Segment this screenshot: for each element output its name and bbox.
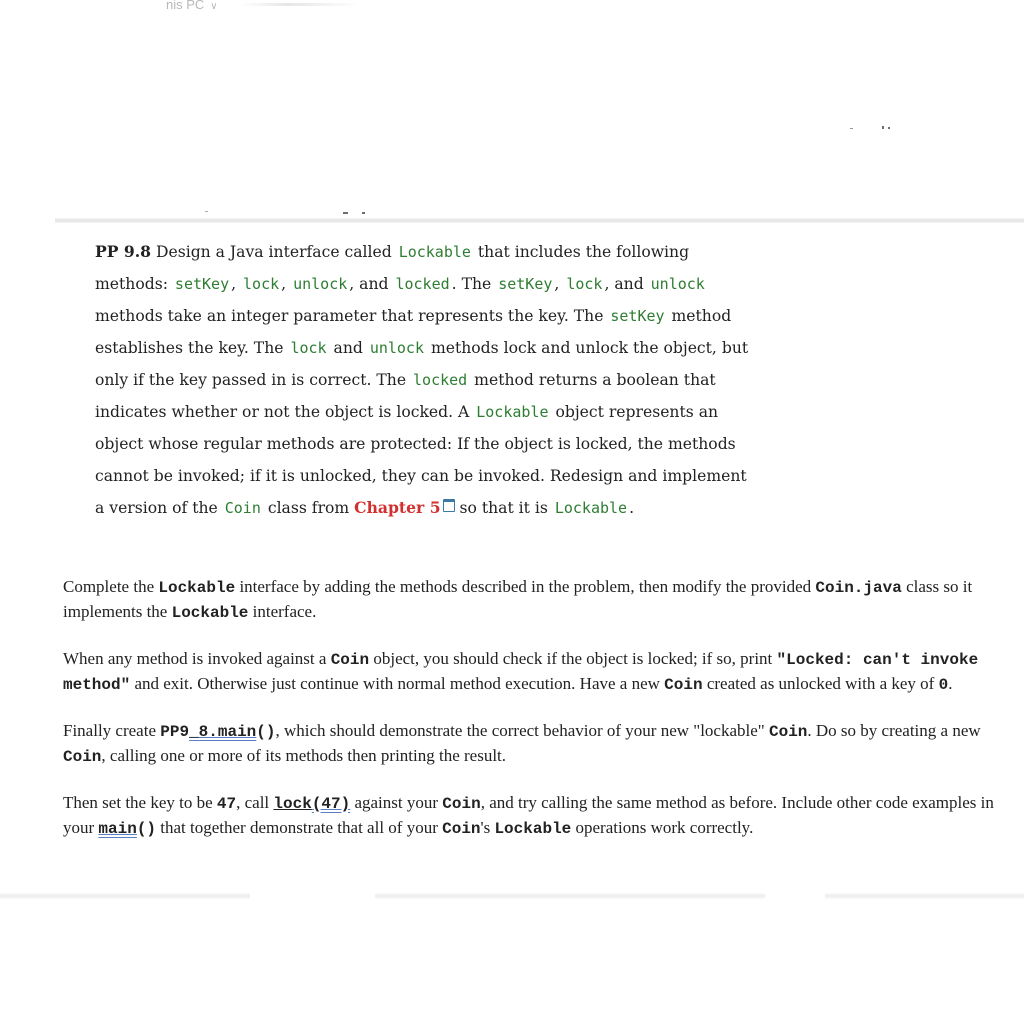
problem-text: Design a Java interface called (151, 243, 397, 261)
instruction-text: interface by adding the methods described in the problem, then modify the provided (235, 577, 816, 596)
instruction-text: Complete the (63, 577, 159, 596)
code-coin: Coin (664, 676, 703, 694)
problem-statement (95, 236, 755, 524)
code-setkey: setKey (610, 307, 665, 325)
code-setkey: setKey (498, 275, 553, 293)
problem-text: method returns a boolean that indicates whether or not the object is locked. A (95, 371, 716, 421)
problem-text: , and (604, 275, 649, 293)
code-coin: Coin (224, 499, 261, 517)
bottom-divider (375, 893, 765, 899)
chevron-down-icon: ∨ (210, 1, 218, 12)
code-part: PP9 (160, 723, 190, 741)
external-link-icon (443, 499, 455, 512)
problem-text: so that it is (454, 499, 553, 517)
chapter-5-link[interactable] (354, 498, 454, 517)
instruction-paragraph-2 (63, 647, 1003, 697)
code-coin: Coin (330, 651, 370, 669)
code-key-zero: 0 (938, 676, 949, 694)
instruction-text: . Do so by creating a new (807, 721, 981, 740)
code-coin-java: Coin.java (815, 579, 902, 597)
instruction-text: Then set the key to be (63, 793, 217, 812)
code-lockable: Lockable (476, 403, 549, 421)
instruction-text: , and try calling the same method as before. Include other code examples in your (63, 793, 994, 837)
problem-text: , (281, 275, 292, 293)
instruction-text: , which should demonstrate the correct behavior of your new "lockable" (275, 721, 769, 740)
assignment-instructions (63, 575, 1003, 863)
code-unlock: unlock (650, 275, 705, 293)
code-coin: Coin (63, 748, 102, 766)
problem-text: and (328, 339, 368, 357)
code-lockable: Lockable (554, 499, 628, 517)
header-fragment-text: nis PC (166, 0, 205, 12)
instruction-text: object, you should check if the object is locked; if so, print (369, 649, 777, 668)
code-locked: locked (395, 275, 450, 293)
code-lockable: Lockable (158, 579, 236, 597)
code-part: _8.main (189, 723, 257, 741)
scan-mark (343, 212, 348, 214)
code-lock: lock (566, 275, 603, 293)
header-fragment (166, 0, 218, 12)
code-part: lock (273, 795, 312, 813)
instruction-text: operations work correctly. (571, 818, 754, 837)
code-part: main (98, 820, 137, 838)
instruction-text: , call (236, 793, 274, 812)
problem-text: , (554, 275, 565, 293)
code-lock: lock (243, 275, 280, 293)
code-setkey: setKey (174, 275, 230, 293)
instruction-text: 's (480, 818, 495, 837)
code-lockable: Lockable (494, 820, 572, 838)
problem-text: object represents an object whose regular methods are protected: If the object is locked, the methods cannot be invoked; if it is unlocked, they can be invoked. Redesign and implement a version of the (95, 403, 747, 517)
code-coin: Coin (768, 723, 808, 741)
scan-mark (362, 212, 365, 214)
code-coin: Coin (442, 820, 481, 838)
problem-text: , (231, 275, 242, 293)
section-divider (55, 218, 1024, 223)
problem-text: . (629, 499, 635, 517)
code-lockable: Lockable (171, 604, 249, 622)
instruction-text: created as unlocked with a key of (702, 674, 939, 693)
code-main (98, 820, 156, 838)
problem-text: . The (451, 275, 497, 293)
instruction-text: When any method is invoked against a (63, 649, 331, 668)
bottom-divider (0, 893, 250, 899)
chapter-link-label: Chapter 5 (354, 498, 441, 517)
problem-text: method establishes the key. The (95, 307, 732, 357)
code-locked-message: "Locked: can't invoke method" (63, 651, 979, 694)
problem-paragraph (95, 236, 755, 524)
code-unlock: unlock (369, 339, 424, 357)
top-divider (240, 3, 360, 6)
instruction-text: and exit. Otherwise just continue with normal method execution. Have a new (130, 674, 665, 693)
problem-text: class from (262, 499, 355, 517)
instruction-paragraph-3 (63, 719, 1003, 769)
instruction-text: . (948, 674, 953, 693)
instruction-paragraph-1 (63, 575, 1003, 625)
code-lock-47 (273, 795, 350, 813)
code-lockable: Lockable (398, 243, 471, 261)
code-unlock: unlock (293, 275, 348, 293)
code-part: (47) (311, 795, 351, 813)
instruction-text: that together demonstrate that all of your (156, 818, 443, 837)
instruction-text: Finally create (63, 721, 161, 740)
scan-mark (888, 127, 890, 129)
instruction-text: interface. (248, 602, 317, 621)
problem-number: PP 9.8 (95, 242, 152, 261)
code-part: () (256, 723, 276, 741)
bottom-divider (825, 893, 1024, 899)
code-lock: lock (290, 339, 327, 357)
problem-text: , and (349, 275, 394, 293)
problem-text: methods lock and unlock the object, but only if the key passed in is correct. The (95, 339, 749, 389)
code-locked: locked (413, 371, 468, 389)
code-pp9-8-main (160, 723, 275, 741)
scan-mark (882, 126, 884, 129)
problem-text: methods take an integer parameter that represents the key. The (95, 307, 609, 325)
code-part: () (136, 820, 157, 838)
instruction-text: against your (350, 793, 443, 812)
instruction-text: class so it implements the (63, 577, 973, 621)
scan-mark (205, 211, 208, 212)
code-key-47: 47 (216, 795, 237, 813)
instruction-text: , calling one or more of its methods then printing the result. (101, 746, 507, 765)
instruction-paragraph-4 (63, 791, 1003, 841)
code-coin: Coin (442, 795, 481, 813)
problem-text: that includes the following methods: (95, 243, 690, 293)
scan-mark (850, 128, 853, 129)
